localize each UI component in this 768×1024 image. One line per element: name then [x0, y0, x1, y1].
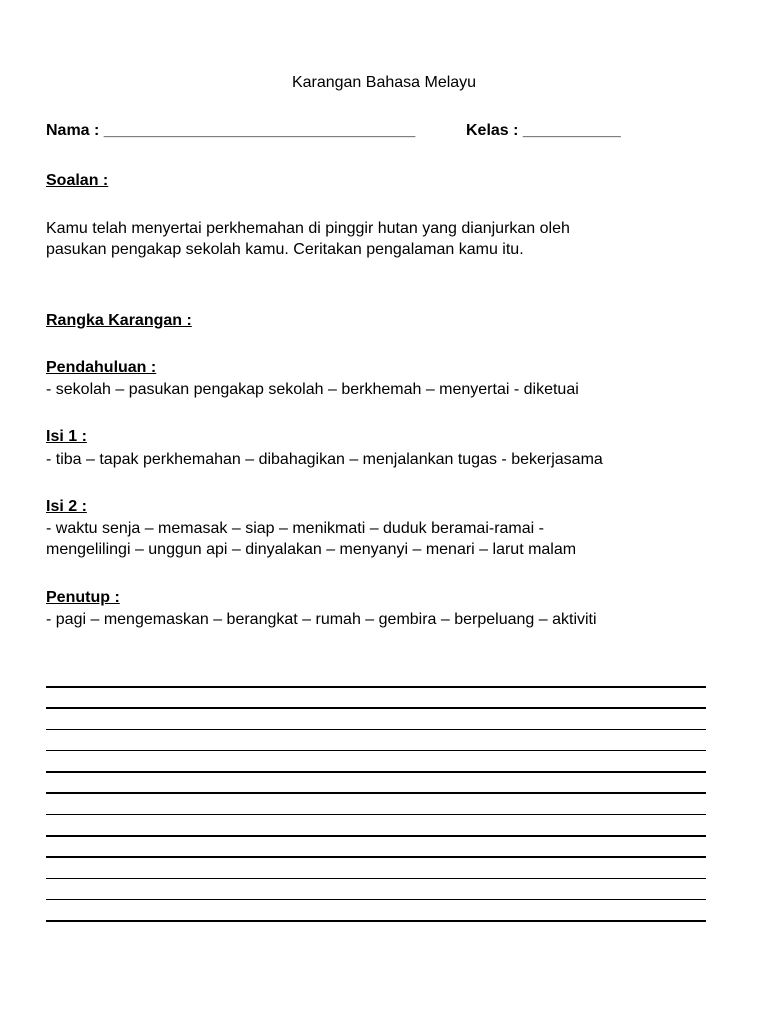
rangka-heading: Rangka Karangan : — [46, 312, 192, 329]
penutup-heading: Penutup : — [46, 589, 120, 606]
page-title: Karangan Bahasa Melayu — [291, 74, 477, 91]
soalan-heading: Soalan : — [46, 172, 109, 189]
pendahuluan-heading: Pendahuluan : — [46, 359, 157, 376]
pendahuluan-line: - sekolah – pasukan pengakap sekolah – berkhemah – menyertai - diketuai — [46, 381, 579, 398]
soalan-line: pasukan pengakap sekolah kamu. Ceritakan pengalaman kamu itu. — [46, 241, 524, 258]
writing-area[interactable] — [46, 686, 706, 942]
writing-line[interactable] — [46, 729, 706, 731]
isi-1-text — [46, 449, 726, 470]
writing-line[interactable] — [46, 856, 706, 858]
writing-line[interactable] — [46, 792, 706, 794]
writing-line[interactable] — [46, 707, 706, 709]
penutup-text — [46, 609, 726, 630]
soalan-line: Kamu telah menyertai perkhemahan di pinggir hutan yang dianjurkan oleh — [46, 220, 570, 237]
writing-line[interactable] — [46, 899, 706, 901]
nama-field[interactable]: Nama : ___________________________________ — [46, 122, 416, 139]
isi-2-line: mengelilingi – unggun api – dinyalakan – menyanyi – menari – larut malam — [46, 541, 577, 558]
isi-2-line: - waktu senja – memasak – siap – menikmati – duduk beramai-ramai - — [46, 520, 544, 537]
writing-line[interactable] — [46, 878, 706, 880]
isi-2-heading: Isi 2 : — [46, 498, 87, 515]
isi-1-line: - tiba – tapak perkhemahan – dibahagikan – menjalankan tugas - bekerjasama — [46, 451, 603, 468]
writing-line[interactable] — [46, 835, 706, 837]
isi-2-text — [46, 518, 726, 560]
soalan-text — [46, 218, 726, 260]
writing-line[interactable] — [46, 814, 706, 816]
pendahuluan-text — [46, 379, 726, 400]
writing-line[interactable] — [46, 920, 706, 922]
writing-line[interactable] — [46, 750, 706, 752]
penutup-line: - pagi – mengemaskan – berangkat – rumah – gembira – berpeluang – aktiviti — [46, 611, 597, 628]
writing-line[interactable] — [46, 771, 706, 773]
isi-1-heading: Isi 1 : — [46, 428, 87, 445]
kelas-field[interactable]: Kelas : ___________ — [466, 122, 621, 139]
writing-line[interactable] — [46, 686, 706, 688]
